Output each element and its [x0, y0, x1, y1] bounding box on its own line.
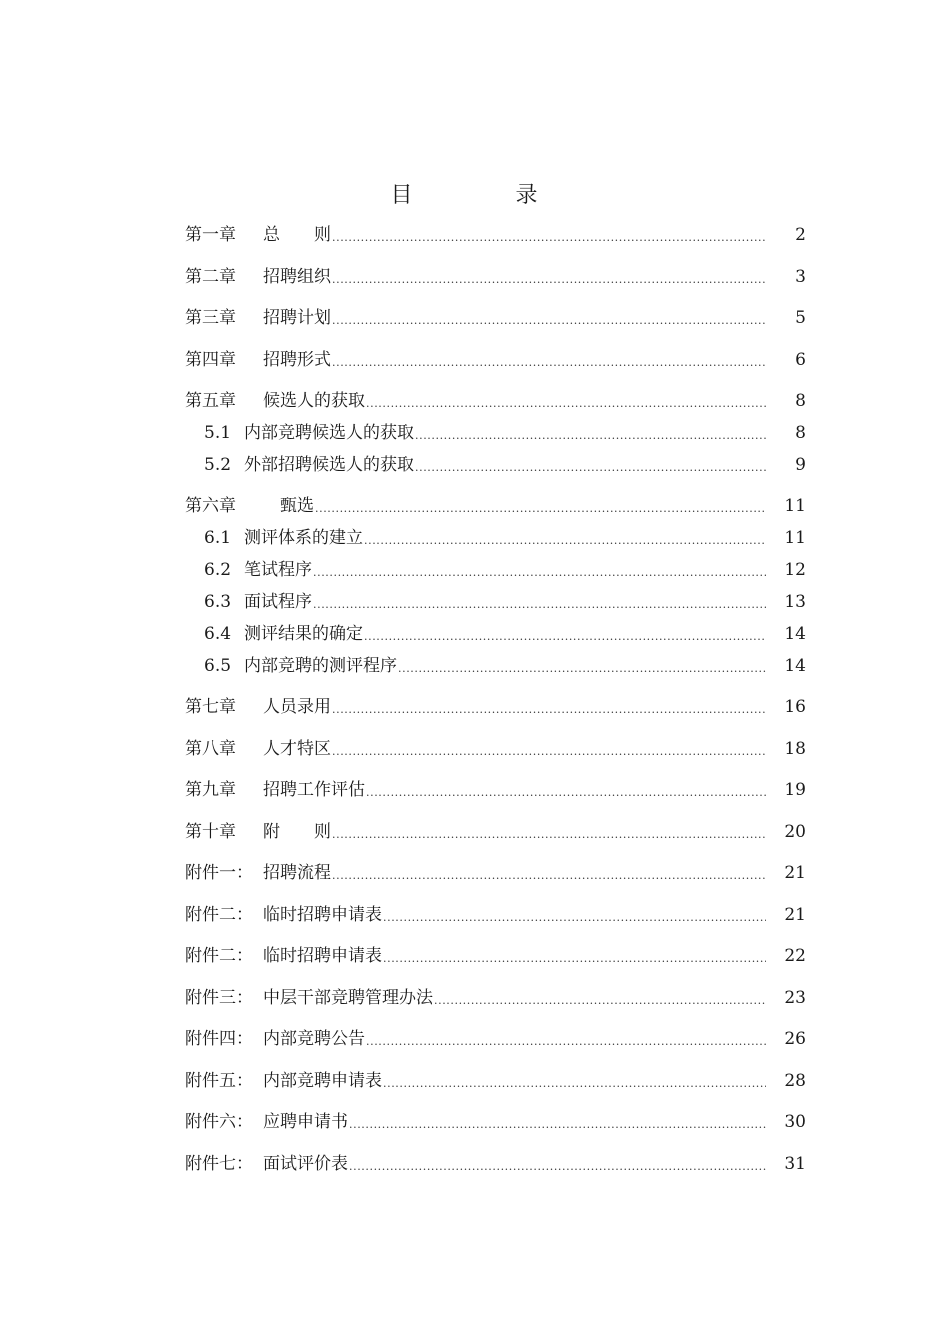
toc-page-number: 20	[784, 822, 806, 842]
toc-entry-text: 内部竞聘的测评程序	[244, 656, 397, 676]
toc-entry-chapter-2[interactable]	[185, 264, 806, 290]
toc-entry-chapter-10[interactable]	[185, 819, 806, 845]
toc-entry-chapter-3[interactable]	[185, 305, 806, 331]
toc-leader-dots	[349, 1109, 766, 1135]
toc-entry-text: 内部竞聘候选人的获取	[244, 423, 414, 443]
toc-page-number: 14	[784, 656, 806, 676]
toc-entry-section-6-3[interactable]	[204, 589, 806, 615]
toc-page-number: 18	[784, 739, 806, 759]
toc-leader-dots	[383, 1068, 766, 1094]
toc-entry-text: 中层干部竞聘管理办法	[263, 988, 433, 1008]
toc-entry-text: 内部竞聘公告	[263, 1029, 365, 1049]
toc-entry-attachment-3[interactable]	[185, 985, 806, 1011]
toc-entry-number: 5.1	[204, 423, 232, 443]
toc-page-number: 19	[784, 780, 806, 800]
toc-entry-section-5-1[interactable]	[204, 420, 806, 446]
toc-leader-dots	[315, 493, 766, 519]
toc-leader-dots	[366, 388, 766, 414]
toc-entry-section-6-1[interactable]	[204, 525, 806, 551]
toc-entry-number: 附件二：	[185, 946, 253, 966]
toc-leader-dots	[332, 819, 766, 845]
toc-page-number: 30	[784, 1112, 806, 1132]
toc-entry-attachment-5[interactable]	[185, 1068, 806, 1094]
toc-entry-text: 内部竞聘申请表	[263, 1071, 382, 1091]
toc-entry-chapter-9[interactable]	[185, 777, 806, 803]
toc-page-number: 11	[784, 496, 806, 516]
toc-leader-dots	[434, 985, 766, 1011]
toc-entry-number: 6.1	[204, 528, 232, 548]
toc-entry-chapter-7[interactable]	[185, 694, 806, 720]
toc-entry-number: 5.2	[204, 455, 232, 475]
toc-entry-number: 6.4	[204, 624, 232, 644]
toc-entry-number: 6.2	[204, 560, 232, 580]
toc-entry-text: 候选人的获取	[263, 391, 365, 411]
toc-page-number: 12	[784, 560, 806, 580]
toc-leader-dots	[332, 694, 766, 720]
toc-entry-number: 第十章	[185, 822, 236, 842]
toc-entry-number: 附件五：	[185, 1071, 253, 1091]
toc-page-number: 28	[784, 1071, 806, 1091]
toc-entry-text: 人才特区	[263, 739, 331, 759]
toc-page-number: 26	[784, 1029, 806, 1049]
toc-page-number: 31	[784, 1154, 806, 1174]
toc-leader-dots	[332, 222, 766, 248]
toc-page-number: 22	[784, 946, 806, 966]
toc-entry-number: 6.3	[204, 592, 232, 612]
toc-leader-dots	[366, 777, 766, 803]
toc-page-number: 23	[784, 988, 806, 1008]
toc-entry-number: 第六章	[185, 496, 236, 516]
toc-leader-dots	[332, 264, 766, 290]
toc-leader-dots	[383, 902, 766, 928]
toc-page-number: 11	[784, 528, 806, 548]
toc-entry-attachment-6[interactable]	[185, 1109, 806, 1135]
toc-entry-text: 招聘计划	[263, 308, 331, 328]
toc-leader-dots	[332, 860, 766, 886]
toc-leader-dots	[364, 525, 766, 551]
toc-entry-text: 外部招聘候选人的获取	[244, 455, 414, 475]
toc-entry-number: 附件三：	[185, 988, 253, 1008]
toc-leader-dots	[366, 1026, 766, 1052]
toc-entry-attachment-2b[interactable]	[185, 943, 806, 969]
toc-page-number: 3	[795, 267, 806, 287]
toc-page-number: 2	[795, 225, 806, 245]
toc-leader-dots	[332, 305, 766, 331]
toc-page-number: 9	[795, 455, 806, 475]
toc-entry-number: 第五章	[185, 391, 236, 411]
toc-entry-section-6-5[interactable]	[204, 653, 806, 679]
toc-entry-text: 总 则	[263, 225, 331, 245]
toc-page-number: 16	[784, 697, 806, 717]
toc-page-number: 5	[795, 308, 806, 328]
toc-entry-text: 应聘申请书	[263, 1112, 348, 1132]
toc-entry-number: 附件六：	[185, 1112, 253, 1132]
toc-entry-text: 面试程序	[244, 592, 312, 612]
toc-leader-dots	[415, 452, 766, 478]
toc-entry-text: 甄选	[263, 496, 314, 516]
toc-entry-number: 第一章	[185, 225, 236, 245]
toc-page-number: 8	[795, 423, 806, 443]
toc-entry-text: 临时招聘申请表	[263, 946, 382, 966]
toc-entry-chapter-6[interactable]	[185, 493, 806, 519]
toc-entry-section-6-4[interactable]	[204, 621, 806, 647]
toc-entry-number: 第八章	[185, 739, 236, 759]
toc-entry-number: 附件一：	[185, 863, 253, 883]
toc-entry-text: 招聘形式	[263, 350, 331, 370]
toc-entry-attachment-4[interactable]	[185, 1026, 806, 1052]
toc-entry-text: 测评结果的确定	[244, 624, 363, 644]
toc-entry-attachment-2a[interactable]	[185, 902, 806, 928]
toc-page-number: 21	[784, 863, 806, 883]
toc-entry-chapter-5[interactable]	[185, 388, 806, 414]
toc-leader-dots	[349, 1151, 766, 1177]
page-title: 目 录	[390, 183, 586, 208]
toc-entry-chapter-4[interactable]	[185, 347, 806, 373]
toc-leader-dots	[332, 736, 766, 762]
toc-entry-attachment-7[interactable]	[185, 1151, 806, 1177]
toc-entry-section-5-2[interactable]	[204, 452, 806, 478]
toc-entry-number: 6.5	[204, 656, 232, 676]
toc-entry-text: 笔试程序	[244, 560, 312, 580]
toc-entry-number: 第二章	[185, 267, 236, 287]
toc-entry-section-6-2[interactable]	[204, 557, 806, 583]
toc-entry-text: 人员录用	[263, 697, 331, 717]
toc-leader-dots	[332, 347, 766, 373]
toc-entry-attachment-1[interactable]	[185, 860, 806, 886]
toc-leader-dots	[313, 589, 766, 615]
toc-entry-text: 附 则	[263, 822, 331, 842]
toc-page-number: 14	[784, 624, 806, 644]
toc-entry-number: 第七章	[185, 697, 236, 717]
toc-entry-number: 附件七：	[185, 1154, 253, 1174]
toc-entry-number: 第三章	[185, 308, 236, 328]
toc-entry-number: 第九章	[185, 780, 236, 800]
toc-entry-chapter-1[interactable]	[185, 222, 806, 248]
toc-leader-dots	[364, 621, 766, 647]
toc-page-number: 13	[784, 592, 806, 612]
toc-entry-text: 面试评价表	[263, 1154, 348, 1174]
toc-page-number: 6	[795, 350, 806, 370]
toc-entry-text: 招聘组织	[263, 267, 331, 287]
toc-entry-number: 附件四：	[185, 1029, 253, 1049]
toc-entry-text: 招聘工作评估	[263, 780, 365, 800]
toc-leader-dots	[383, 943, 766, 969]
toc-leader-dots	[313, 557, 766, 583]
toc-entry-chapter-8[interactable]	[185, 736, 806, 762]
toc-entry-number: 附件二：	[185, 905, 253, 925]
toc-entry-text: 临时招聘申请表	[263, 905, 382, 925]
toc-leader-dots	[398, 653, 766, 679]
toc-entry-text: 测评体系的建立	[244, 528, 363, 548]
toc-entry-text: 招聘流程	[263, 863, 331, 883]
toc-entry-number: 第四章	[185, 350, 236, 370]
toc-page-number: 8	[795, 391, 806, 411]
toc-leader-dots	[415, 420, 766, 446]
toc-page-number: 21	[784, 905, 806, 925]
